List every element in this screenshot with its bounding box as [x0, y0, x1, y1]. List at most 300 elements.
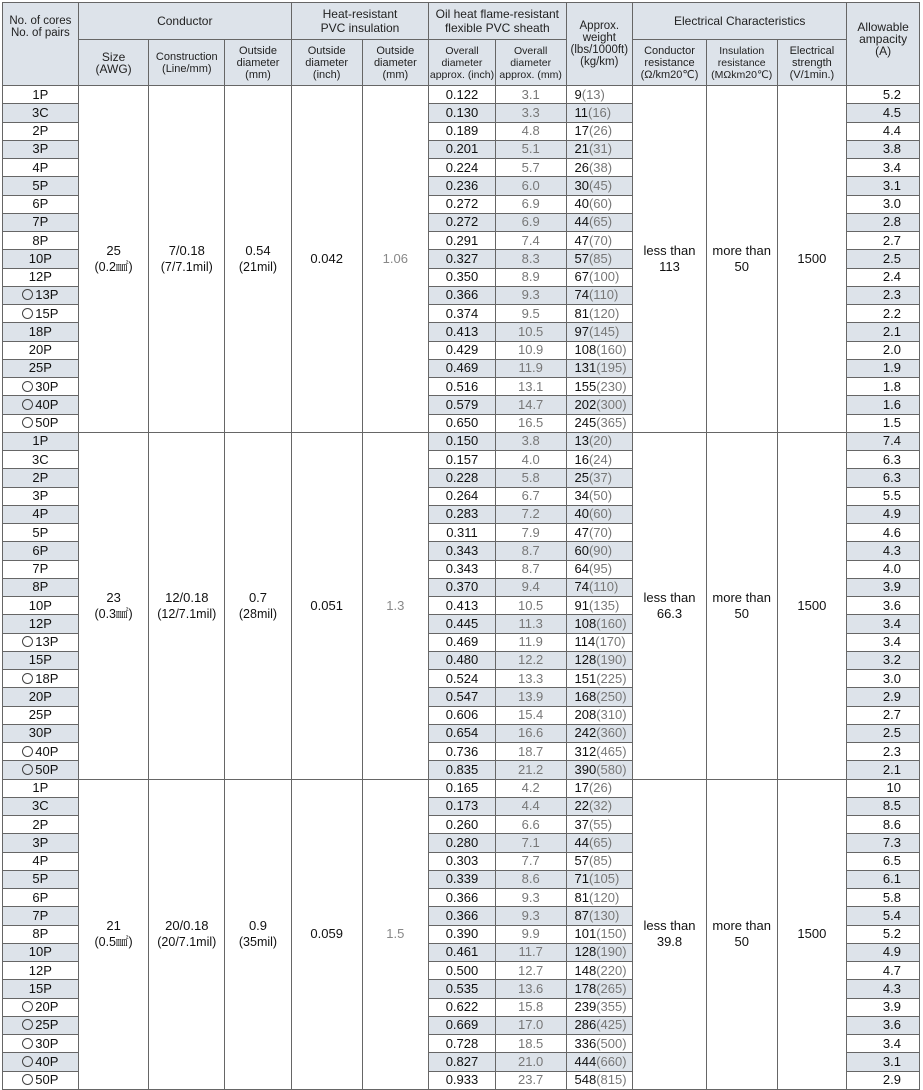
cell-ampacity: 3.4 — [847, 633, 920, 651]
circle-mark-icon — [22, 764, 33, 775]
cell-sheath-od-mm: 11.7 — [495, 943, 566, 961]
weight-lbs: 128 — [574, 652, 597, 668]
weight-lbs: 40 — [574, 506, 589, 522]
cell-weight — [566, 1053, 633, 1071]
cell-sheath-od-mm: 4.8 — [495, 122, 566, 140]
weight-kg: (45) — [588, 177, 613, 193]
weight-lbs: 17 — [574, 123, 589, 139]
cell-outside-diameter — [225, 86, 292, 433]
header-strength: Electrical strength (V/1min.) — [777, 40, 847, 86]
ins-od-mm-value: 1.5 — [386, 926, 405, 942]
cell-ampacity: 7.3 — [847, 834, 920, 852]
table-row — [3, 86, 920, 104]
cell-core — [3, 432, 79, 450]
weight-lbs: 30 — [574, 177, 589, 193]
weight-lbs: 40 — [574, 196, 589, 212]
cell-core — [3, 268, 79, 286]
core-label: 1P — [32, 433, 49, 449]
cell-sheath-od-inch: 0.327 — [429, 250, 496, 268]
weight-lbs: 9 — [574, 86, 582, 102]
weight-lbs: 16 — [574, 451, 589, 467]
weight-kg: (355) — [596, 999, 627, 1015]
size-awg: 25 — [106, 242, 121, 258]
cell-weight — [566, 615, 633, 633]
weight-lbs: 148 — [574, 962, 597, 978]
cell-core — [3, 250, 79, 268]
cell-weight — [566, 268, 633, 286]
core-label: 1P — [32, 86, 49, 102]
cell-sheath-od-mm: 5.8 — [495, 469, 566, 487]
cell-weight — [566, 651, 633, 669]
core-label: 40P — [35, 743, 59, 759]
core-label: 20P — [28, 342, 52, 358]
header-outside-diameter: Outside diameter (mm) — [225, 40, 292, 86]
core-label: 3C — [32, 798, 49, 814]
cell-weight — [566, 159, 633, 177]
cell-core — [3, 414, 79, 432]
header-ins-od-mm: Outside diameter (mm) — [362, 40, 429, 86]
cell-sheath-od-mm: 18.5 — [495, 1035, 566, 1053]
cell-ampacity: 2.9 — [847, 688, 920, 706]
cell-core — [3, 998, 79, 1016]
cell-weight — [566, 524, 633, 542]
cell-sheath-od-inch: 0.413 — [429, 597, 496, 615]
core-label: 6P — [32, 196, 49, 212]
core-label: 50P — [35, 761, 59, 777]
cell-weight — [566, 359, 633, 377]
od-mil: (35mil) — [238, 935, 278, 950]
cell-sheath-od-inch: 0.303 — [429, 852, 496, 870]
cell-sheath-od-mm: 6.9 — [495, 213, 566, 231]
cell-sheath-od-inch: 0.350 — [429, 268, 496, 286]
cell-sheath-od-inch: 0.461 — [429, 943, 496, 961]
cell-core — [3, 524, 79, 542]
cell-sheath-od-mm: 3.3 — [495, 104, 566, 122]
weight-lbs: 131 — [574, 360, 597, 376]
cell-sheath-od-inch: 0.835 — [429, 761, 496, 779]
header-sheath: Oil heat flame-resistant flexible PVC sheath — [429, 3, 566, 40]
cell-ampacity: 3.8 — [847, 140, 920, 158]
cell-sheath-od-inch: 0.524 — [429, 670, 496, 688]
cell-insulation-resistance: more than 50 — [706, 86, 777, 433]
cell-sheath-od-inch: 0.122 — [429, 86, 496, 104]
cell-core — [3, 724, 79, 742]
cell-core — [3, 195, 79, 213]
weight-lbs: 26 — [574, 159, 589, 175]
cell-core — [3, 633, 79, 651]
cell-conductor-resistance: less than 39.8 — [633, 779, 707, 1089]
core-label: 7P — [32, 561, 49, 577]
weight-kg: (265) — [596, 980, 627, 996]
core-label: 25P — [28, 707, 52, 723]
weight-kg: (230) — [596, 378, 627, 394]
construction-mil: (12/7.1mil) — [157, 606, 217, 621]
cell-sheath-od-mm: 7.9 — [495, 524, 566, 542]
cell-weight — [566, 86, 633, 104]
weight-lbs: 91 — [574, 597, 589, 613]
cell-weight — [566, 122, 633, 140]
cell-weight — [566, 213, 633, 231]
core-label: 18P — [35, 670, 59, 686]
cell-core — [3, 852, 79, 870]
cell-weight — [566, 670, 633, 688]
cell-core — [3, 542, 79, 560]
cell-sheath-od-inch: 0.933 — [429, 1071, 496, 1089]
cell-ampacity: 4.3 — [847, 980, 920, 998]
cell-sheath-od-mm: 4.0 — [495, 451, 566, 469]
cell-weight — [566, 724, 633, 742]
circle-mark-icon — [22, 1001, 33, 1012]
header-sheath-od-mm: Overall diameter approx. (mm) — [495, 40, 566, 86]
cell-sheath-od-mm: 8.6 — [495, 870, 566, 888]
cell-core — [3, 578, 79, 596]
weight-lbs: 208 — [574, 707, 597, 723]
weight-kg: (32) — [588, 798, 613, 814]
cell-electrical-strength: 1500 — [777, 779, 847, 1089]
cell-weight — [566, 816, 633, 834]
cell-sheath-od-mm: 14.7 — [495, 396, 566, 414]
cell-sheath-od-inch: 0.366 — [429, 286, 496, 304]
table-header — [3, 3, 920, 86]
cell-weight — [566, 870, 633, 888]
weight-lbs: 44 — [574, 834, 589, 850]
core-label: 5P — [32, 524, 49, 540]
cell-ampacity: 4.5 — [847, 104, 920, 122]
weight-lbs: 128 — [574, 944, 597, 960]
od-value: 0.9 — [248, 918, 268, 934]
cell-ampacity: 2.3 — [847, 743, 920, 761]
cell-sheath-od-mm: 11.9 — [495, 359, 566, 377]
cell-sheath-od-mm: 5.7 — [495, 159, 566, 177]
weight-lbs: 97 — [574, 323, 589, 339]
cell-sheath-od-inch: 0.469 — [429, 359, 496, 377]
weight-kg: (50) — [588, 488, 613, 504]
weight-lbs: 168 — [574, 688, 597, 704]
cell-core — [3, 396, 79, 414]
cell-sheath-od-mm: 6.9 — [495, 195, 566, 213]
header-weight: Approx. weight (lbs/1000ft) (kg/km) — [566, 3, 633, 86]
cell-ins-od-mm — [362, 86, 429, 433]
cell-weight — [566, 378, 633, 396]
cell-weight — [566, 706, 633, 724]
cell-ampacity: 7.4 — [847, 432, 920, 450]
weight-lbs: 548 — [574, 1072, 597, 1088]
cell-ampacity: 2.5 — [847, 724, 920, 742]
cell-ampacity: 1.9 — [847, 359, 920, 377]
cell-core — [3, 761, 79, 779]
weight-kg: (24) — [588, 451, 613, 467]
cell-weight — [566, 925, 633, 943]
cell-weight — [566, 980, 633, 998]
cell-sheath-od-mm: 15.8 — [495, 998, 566, 1016]
cell-sheath-od-mm: 9.3 — [495, 889, 566, 907]
cell-ampacity: 4.7 — [847, 962, 920, 980]
weight-kg: (130) — [588, 907, 620, 923]
circle-mark-icon — [22, 636, 33, 647]
weight-lbs: 64 — [574, 561, 589, 577]
core-label: 6P — [32, 542, 49, 558]
weight-lbs: 245 — [574, 415, 597, 431]
cell-core — [3, 487, 79, 505]
cell-sheath-od-mm: 13.3 — [495, 670, 566, 688]
cell-ampacity: 4.6 — [847, 524, 920, 542]
core-label: 10P — [28, 944, 52, 960]
size-mm: (0.2㎟) — [94, 259, 133, 274]
cell-sheath-od-mm: 9.5 — [495, 305, 566, 323]
cell-sheath-od-mm: 6.0 — [495, 177, 566, 195]
weight-kg: (110) — [588, 579, 619, 595]
cell-conductor-resistance: less than 113 — [633, 86, 707, 433]
cell-sheath-od-inch: 0.429 — [429, 341, 496, 359]
cell-core — [3, 323, 79, 341]
cell-core — [3, 122, 79, 140]
cell-ampacity: 2.9 — [847, 1071, 920, 1089]
cell-weight — [566, 688, 633, 706]
cell-sheath-od-mm: 16.5 — [495, 414, 566, 432]
weight-kg: (65) — [588, 834, 613, 850]
header-ampacity: Allowable ampacity (A) — [847, 3, 920, 86]
cell-sheath-od-inch: 0.669 — [429, 1016, 496, 1034]
cell-core — [3, 688, 79, 706]
cell-ampacity: 3.6 — [847, 597, 920, 615]
cell-outside-diameter — [225, 779, 292, 1089]
cell-weight — [566, 542, 633, 560]
weight-kg: (55) — [588, 816, 613, 832]
core-label: 10P — [28, 250, 52, 266]
weight-kg: (135) — [588, 597, 620, 613]
cell-core — [3, 359, 79, 377]
cell-sheath-od-inch: 0.445 — [429, 615, 496, 633]
cell-sheath-od-mm: 8.9 — [495, 268, 566, 286]
core-label: 50P — [35, 415, 59, 431]
weight-kg: (38) — [588, 159, 613, 175]
weight-kg: (500) — [596, 1035, 627, 1051]
cell-outside-diameter — [225, 432, 292, 779]
weight-kg: (20) — [588, 433, 613, 449]
weight-kg: (70) — [588, 232, 613, 248]
core-label: 25P — [28, 360, 52, 376]
cell-ampacity: 4.0 — [847, 560, 920, 578]
cell-ampacity: 3.0 — [847, 195, 920, 213]
cell-sheath-od-mm: 9.3 — [495, 907, 566, 925]
cell-construction — [149, 779, 225, 1089]
core-label: 3C — [32, 104, 49, 120]
cell-sheath-od-inch: 0.291 — [429, 232, 496, 250]
cell-core — [3, 1053, 79, 1071]
cell-sheath-od-inch: 0.736 — [429, 743, 496, 761]
cell-core — [3, 816, 79, 834]
weight-lbs: 202 — [574, 396, 597, 412]
cell-sheath-od-mm: 8.3 — [495, 250, 566, 268]
weight-lbs: 74 — [574, 287, 589, 303]
cell-sheath-od-inch: 0.343 — [429, 542, 496, 560]
cell-ins-od-mm — [362, 432, 429, 779]
weight-lbs: 87 — [574, 907, 589, 923]
cell-core — [3, 597, 79, 615]
weight-kg: (580) — [596, 761, 627, 777]
weight-kg: (85) — [588, 250, 613, 266]
weight-kg: (70) — [588, 524, 613, 540]
cell-weight — [566, 578, 633, 596]
header-construction: Construction (Line/mm) — [149, 40, 225, 86]
cell-sheath-od-mm: 3.8 — [495, 432, 566, 450]
cell-sheath-od-inch: 0.165 — [429, 779, 496, 797]
weight-lbs: 67 — [574, 269, 589, 285]
weight-kg: (660) — [596, 1053, 627, 1069]
weight-lbs: 17 — [574, 780, 589, 796]
cell-core — [3, 797, 79, 815]
cell-core — [3, 870, 79, 888]
cell-sheath-od-inch: 0.390 — [429, 925, 496, 943]
cell-core — [3, 1016, 79, 1034]
cell-ampacity: 2.3 — [847, 286, 920, 304]
cell-weight — [566, 341, 633, 359]
cell-sheath-od-inch: 0.283 — [429, 505, 496, 523]
cell-core — [3, 925, 79, 943]
cell-ampacity: 3.1 — [847, 177, 920, 195]
cell-ampacity: 2.1 — [847, 761, 920, 779]
cell-electrical-strength: 1500 — [777, 432, 847, 779]
cell-sheath-od-inch: 0.173 — [429, 797, 496, 815]
weight-lbs: 44 — [574, 214, 589, 230]
cell-sheath-od-mm: 12.2 — [495, 651, 566, 669]
cell-ampacity: 5.5 — [847, 487, 920, 505]
cell-sheath-od-inch: 0.500 — [429, 962, 496, 980]
core-label: 2P — [32, 469, 49, 485]
weight-lbs: 81 — [574, 889, 589, 905]
cell-construction — [149, 432, 225, 779]
circle-mark-icon — [22, 381, 33, 392]
header-cores: No. of cores No. of pairs — [3, 3, 79, 86]
cell-weight — [566, 432, 633, 450]
cell-sheath-od-inch: 0.150 — [429, 432, 496, 450]
cell-sheath-od-mm: 8.7 — [495, 542, 566, 560]
cable-spec-table — [2, 2, 920, 1090]
core-label: 30P — [28, 725, 52, 741]
cell-sheath-od-mm: 7.4 — [495, 232, 566, 250]
cell-core — [3, 341, 79, 359]
header-size: Size (AWG) — [78, 40, 149, 86]
od-value: 0.7 — [248, 589, 268, 605]
cell-size — [78, 432, 149, 779]
weight-lbs: 74 — [574, 579, 589, 595]
weight-lbs: 13 — [574, 433, 589, 449]
cell-weight — [566, 834, 633, 852]
cell-core — [3, 907, 79, 925]
cell-sheath-od-mm: 4.4 — [495, 797, 566, 815]
cell-ampacity: 5.4 — [847, 907, 920, 925]
ins-od-mm-value: 1.3 — [386, 597, 405, 613]
header-sheath-od-inch: Overall diameter approx. (inch) — [429, 40, 496, 86]
circle-mark-icon — [22, 289, 33, 300]
cell-weight — [566, 761, 633, 779]
core-label: 4P — [32, 506, 49, 522]
cell-core — [3, 560, 79, 578]
ins-od-inch-value: 0.042 — [310, 250, 343, 266]
cell-sheath-od-inch: 0.130 — [429, 104, 496, 122]
cell-sheath-od-inch: 0.516 — [429, 378, 496, 396]
cell-sheath-od-inch: 0.189 — [429, 122, 496, 140]
cell-core — [3, 159, 79, 177]
construction-value: 20/0.18 — [165, 918, 209, 934]
cell-sheath-od-mm: 10.9 — [495, 341, 566, 359]
cell-weight — [566, 396, 633, 414]
cell-ampacity: 4.3 — [847, 542, 920, 560]
weight-lbs: 239 — [574, 999, 597, 1015]
cell-insulation-resistance: more than 50 — [706, 432, 777, 779]
size-awg: 21 — [106, 918, 121, 934]
cell-sheath-od-mm: 9.9 — [495, 925, 566, 943]
weight-kg: (65) — [588, 214, 613, 230]
core-label: 6P — [32, 889, 49, 905]
construction-value: 7/0.18 — [168, 242, 205, 258]
cell-ampacity: 3.0 — [847, 670, 920, 688]
construction-mil: (20/7.1mil) — [157, 935, 217, 950]
header-insulation: Heat-resistant PVC insulation — [291, 3, 428, 40]
circle-mark-icon — [22, 417, 33, 428]
core-label: 30P — [35, 378, 59, 394]
cell-size — [78, 779, 149, 1089]
cell-sheath-od-mm: 13.6 — [495, 980, 566, 998]
cell-weight — [566, 998, 633, 1016]
cell-weight — [566, 505, 633, 523]
od-mil: (28mil) — [238, 606, 278, 621]
cell-weight — [566, 1035, 633, 1053]
core-label: 13P — [35, 634, 59, 650]
cell-core — [3, 505, 79, 523]
cell-sheath-od-mm: 8.7 — [495, 560, 566, 578]
weight-lbs: 47 — [574, 232, 589, 248]
cell-sheath-od-mm: 12.7 — [495, 962, 566, 980]
core-label: 10P — [28, 597, 52, 613]
cell-weight — [566, 633, 633, 651]
cell-sheath-od-mm: 10.5 — [495, 323, 566, 341]
cell-conductor-resistance: less than 66.3 — [633, 432, 707, 779]
cell-core — [3, 615, 79, 633]
cell-sheath-od-inch: 0.650 — [429, 414, 496, 432]
cell-core — [3, 286, 79, 304]
cell-sheath-od-mm: 10.5 — [495, 597, 566, 615]
od-value: 0.54 — [245, 242, 271, 258]
cell-ampacity: 3.4 — [847, 1035, 920, 1053]
weight-kg: (26) — [588, 123, 613, 139]
header-electrical: Electrical Characteristics — [633, 3, 847, 40]
cell-weight — [566, 852, 633, 870]
cell-weight — [566, 889, 633, 907]
weight-lbs: 108 — [574, 615, 597, 631]
core-label: 12P — [28, 615, 52, 631]
core-label: 4P — [32, 159, 49, 175]
cell-sheath-od-mm: 9.3 — [495, 286, 566, 304]
weight-lbs: 242 — [574, 725, 597, 741]
cell-weight — [566, 1016, 633, 1034]
weight-lbs: 286 — [574, 1017, 597, 1033]
weight-kg: (160) — [596, 615, 627, 631]
core-label: 20P — [28, 688, 52, 704]
size-awg: 23 — [106, 589, 121, 605]
header-cond-res: Conductor resistance (Ω/km20℃) — [633, 40, 707, 86]
cell-sheath-od-inch: 0.264 — [429, 487, 496, 505]
weight-kg: (465) — [596, 743, 627, 759]
cell-ampacity: 2.4 — [847, 268, 920, 286]
weight-lbs: 444 — [574, 1053, 597, 1069]
cell-core — [3, 651, 79, 669]
weight-lbs: 108 — [574, 342, 597, 358]
core-label: 40P — [35, 1053, 59, 1069]
weight-kg: (190) — [596, 944, 627, 960]
core-label: 5P — [32, 871, 49, 887]
cell-ampacity: 10 — [847, 779, 920, 797]
